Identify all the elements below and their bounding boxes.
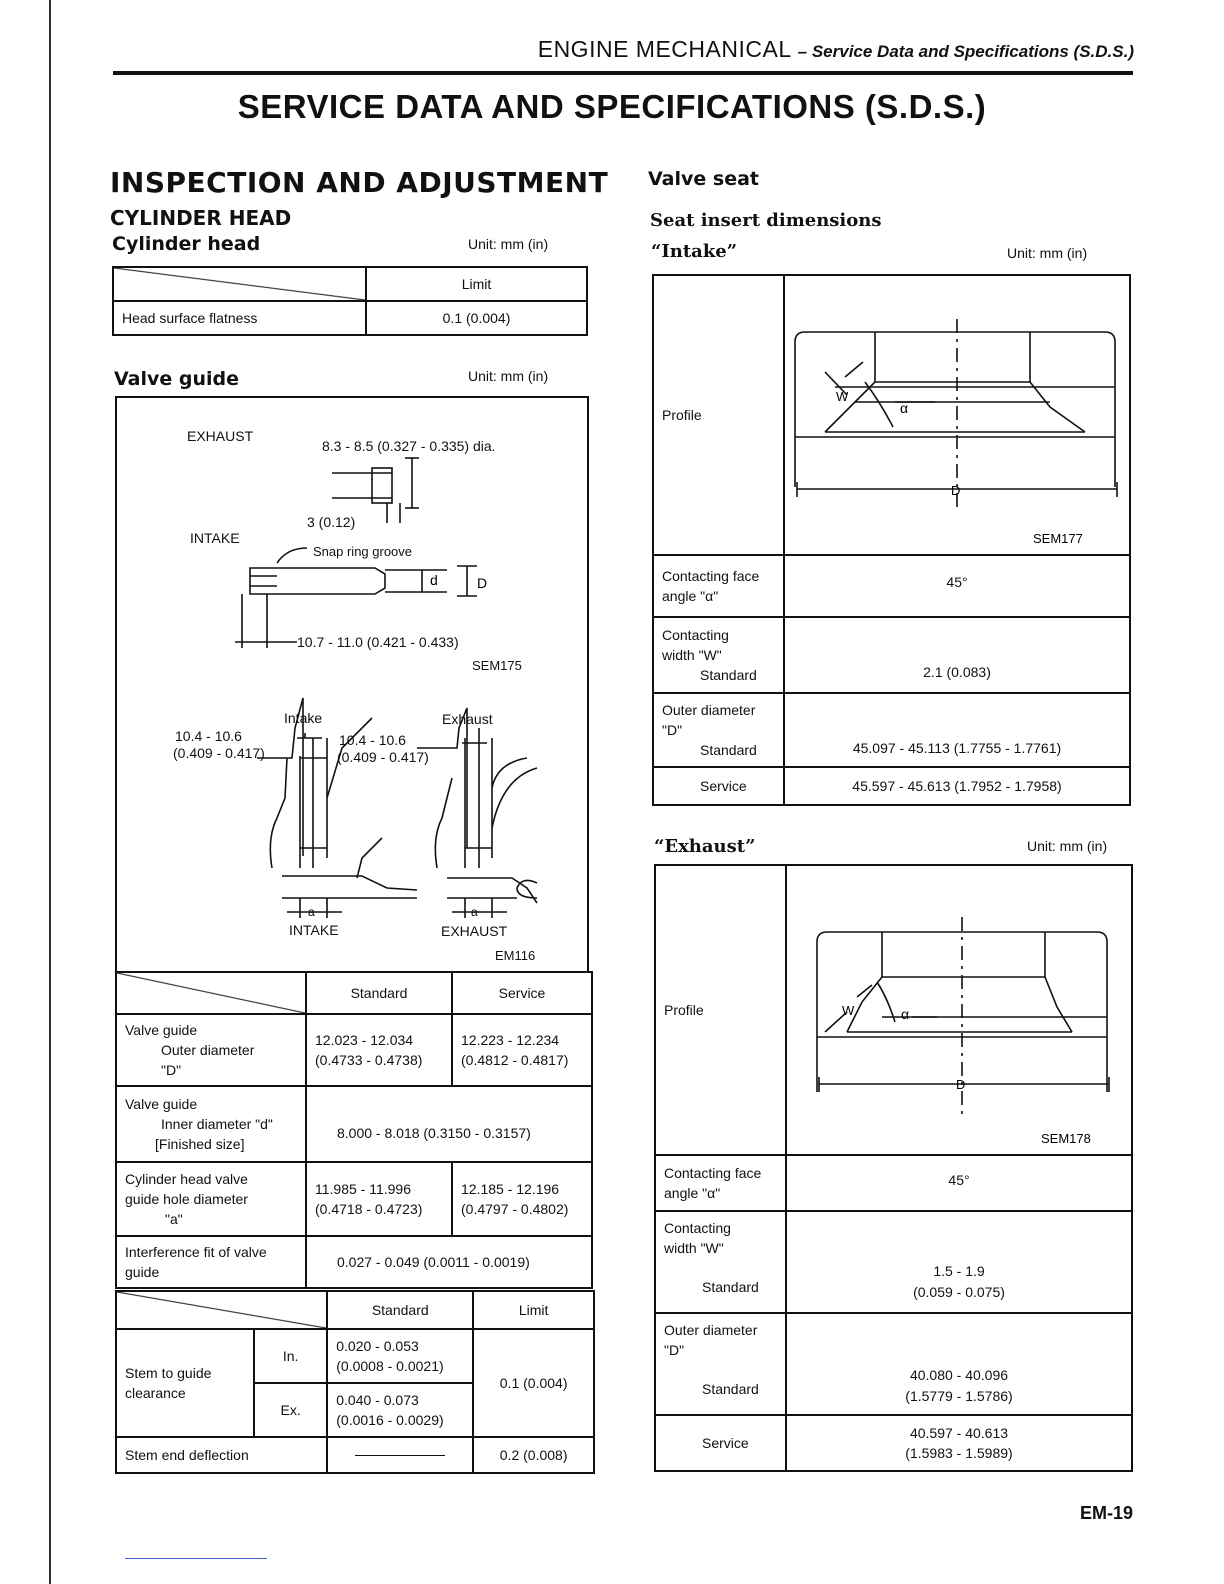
stem-deflection-label: Stem end deflection bbox=[116, 1437, 327, 1473]
value-line: 0.040 - 0.073 bbox=[336, 1391, 419, 1408]
intake-width-label bbox=[653, 617, 784, 693]
value-line: (0.4797 - 0.4802) bbox=[461, 1201, 569, 1217]
exhaust-alpha-label: α bbox=[901, 1006, 910, 1022]
stem-clearance-limit: 0.1 (0.004) bbox=[473, 1329, 594, 1437]
inspection-heading: INSPECTION AND ADJUSTMENT bbox=[110, 166, 609, 199]
exhaust-unit: Unit: mm (in) bbox=[1027, 838, 1108, 854]
intake-od-standard: 45.097 - 45.113 (1.7755 - 1.7761) bbox=[784, 693, 1130, 767]
cylinder-head-heading: CYLINDER HEAD bbox=[110, 206, 292, 230]
stem-deflection-limit: 0.2 (0.008) bbox=[473, 1437, 594, 1473]
label-line: Interference fit of valve bbox=[125, 1243, 267, 1260]
label-line: Valve guide bbox=[125, 1095, 198, 1112]
label-line: [Finished size] bbox=[155, 1136, 245, 1153]
col-standard: Standard bbox=[306, 972, 452, 1014]
value-line: 40.080 - 40.096 bbox=[909, 1367, 1009, 1384]
intake-label: In. bbox=[254, 1329, 327, 1383]
exhaust-od-service bbox=[786, 1415, 1132, 1471]
exhaust-heading: “Exhaust” bbox=[654, 836, 756, 857]
intake-od-service: 45.597 - 45.613 (1.7952 - 1.7958) bbox=[784, 767, 1130, 805]
value-line: 12.223 - 12.234 bbox=[461, 1031, 560, 1048]
exhaust-profile-label: Profile bbox=[655, 865, 786, 1155]
cylinder-head-subheading: Cylinder head bbox=[112, 233, 261, 255]
label-line: Outer diameter bbox=[161, 1041, 255, 1058]
value-line: (0.4718 - 0.4723) bbox=[315, 1201, 423, 1217]
stem-clearance-table bbox=[115, 1290, 595, 1474]
value-line: (1.5983 - 1.5989) bbox=[905, 1445, 1013, 1461]
fig-intake-label: INTAKE bbox=[190, 530, 240, 546]
value-line: (0.4812 - 0.4817) bbox=[461, 1052, 569, 1068]
col-service: Service bbox=[452, 972, 592, 1014]
exhaust-clearance bbox=[327, 1383, 473, 1437]
interference-fit-value: 0.027 - 0.049 (0.0011 - 0.0019) bbox=[306, 1236, 592, 1288]
intake-angle-label bbox=[653, 555, 784, 617]
header-subtitle: – Service Data and Specifications (S.D.S.) bbox=[797, 42, 1134, 61]
fig2-exhaust-label: Exhaust bbox=[442, 711, 493, 727]
label-line: angle "α" bbox=[662, 588, 719, 604]
label-line: Outer diameter bbox=[662, 701, 756, 718]
label-line: Standard bbox=[702, 1380, 759, 1397]
fig-d-label: d bbox=[430, 572, 438, 588]
fig2-exhaust-caption: EXHAUST bbox=[441, 923, 508, 939]
value-line: 11.985 - 11.996 bbox=[315, 1180, 412, 1197]
cylinder-head-unit: Unit: mm (in) bbox=[468, 236, 549, 252]
exhaust-label: Ex. bbox=[254, 1383, 327, 1437]
exhaust-profile-code: SEM178 bbox=[1041, 1131, 1091, 1146]
value-line: 12.185 - 12.196 bbox=[461, 1180, 560, 1197]
intake-profile-figure bbox=[784, 275, 1130, 555]
label-line: Cylinder head valve bbox=[125, 1170, 248, 1187]
exhaust-D-label: D bbox=[956, 1077, 966, 1092]
intake-w-label: W bbox=[836, 389, 849, 404]
intake-clearance bbox=[327, 1329, 473, 1383]
table-corner bbox=[116, 972, 306, 1014]
header-rule bbox=[113, 71, 1133, 75]
outer-diameter-service bbox=[452, 1014, 592, 1086]
fig2-left-dim-b: (0.409 - 0.417) bbox=[173, 745, 265, 761]
label-line: Standard bbox=[700, 742, 757, 759]
seat-insert-heading: Seat insert dimensions bbox=[650, 210, 882, 231]
valve-guide-unit: Unit: mm (in) bbox=[468, 368, 549, 384]
intake-D-label: D bbox=[951, 483, 961, 498]
outer-diameter-label bbox=[116, 1014, 306, 1086]
fig2-intake-caption: INTAKE bbox=[289, 922, 339, 938]
label-line: clearance bbox=[125, 1385, 186, 1401]
intake-angle-value: 45° bbox=[784, 555, 1130, 617]
exhaust-od-service-label: Service bbox=[655, 1415, 786, 1471]
value-line: (1.5779 - 1.5786) bbox=[905, 1387, 1013, 1404]
fig-snap-ring-label: Snap ring groove bbox=[313, 544, 413, 559]
value-line: 0.020 - 0.053 bbox=[336, 1337, 419, 1354]
fig2-left-dim-a: 10.4 - 10.6 bbox=[175, 728, 242, 744]
running-header bbox=[538, 36, 1134, 63]
cylinder-head-table bbox=[112, 266, 588, 336]
label-line: guide bbox=[125, 1264, 160, 1280]
fig-a-left: a bbox=[308, 905, 315, 919]
outer-diameter-standard bbox=[306, 1014, 452, 1086]
label-line: Stem to guide bbox=[125, 1364, 212, 1381]
fig1-code: SEM175 bbox=[472, 658, 522, 673]
exhaust-profile-drawing bbox=[787, 867, 1131, 1153]
page-number: EM-19 bbox=[1080, 1503, 1134, 1523]
hole-diameter-standard bbox=[306, 1162, 452, 1236]
label-line: Inner diameter "d" bbox=[161, 1115, 273, 1132]
exhaust-od-standard bbox=[786, 1313, 1132, 1415]
label-line: Standard bbox=[700, 667, 757, 684]
fig-groove-width-label: 3 (0.12) bbox=[307, 514, 356, 530]
label-line: Contacting bbox=[664, 1220, 731, 1236]
hole-diameter-label bbox=[116, 1162, 306, 1236]
fig2-right-dim-b: (0.409 - 0.417) bbox=[337, 749, 429, 765]
table-corner bbox=[113, 267, 366, 301]
label-line: guide hole diameter bbox=[125, 1190, 248, 1207]
intake-heading: “Intake” bbox=[651, 241, 738, 262]
value-line: 40.597 - 40.613 bbox=[909, 1424, 1009, 1441]
valve-guide-heading: Valve guide bbox=[114, 368, 240, 390]
page-title: SERVICE DATA AND SPECIFICATIONS (S.D.S.) bbox=[237, 88, 987, 125]
intake-profile-drawing bbox=[785, 277, 1129, 553]
fig-a-right: a bbox=[471, 905, 478, 919]
label-line: "D" bbox=[662, 721, 683, 738]
fig-D-label: D bbox=[477, 575, 488, 591]
intake-od-service-label: Service bbox=[653, 767, 784, 805]
value-line: 1.5 - 1.9 bbox=[933, 1263, 985, 1280]
hole-diameter-service bbox=[452, 1162, 592, 1236]
exhaust-seat-table bbox=[654, 864, 1133, 1472]
label-line: Outer diameter bbox=[664, 1322, 758, 1338]
label-line: width "W" bbox=[664, 1240, 724, 1257]
intake-profile-label: Profile bbox=[653, 275, 784, 555]
valve-guide-drawing bbox=[117, 398, 587, 971]
value-line: (0.0008 - 0.0021) bbox=[336, 1358, 444, 1374]
fig-dia-label: 8.3 - 8.5 (0.327 - 0.335) dia. bbox=[322, 438, 496, 454]
inner-diameter-value: 8.000 - 8.018 (0.3150 - 0.3157) bbox=[306, 1086, 592, 1162]
exhaust-od-label bbox=[655, 1313, 786, 1415]
label-line: Contacting face bbox=[662, 567, 760, 584]
label-line: Valve guide bbox=[125, 1021, 198, 1038]
label-line: width "W" bbox=[662, 646, 722, 663]
intake-unit: Unit: mm (in) bbox=[1007, 245, 1088, 261]
fig-exhaust-label: EXHAUST bbox=[187, 428, 254, 444]
footer-mark bbox=[125, 1558, 267, 1559]
intake-width-standard: 2.1 (0.083) bbox=[784, 617, 1130, 693]
intake-profile-code: SEM177 bbox=[1033, 531, 1083, 546]
stem-deflection-standard bbox=[327, 1437, 473, 1473]
stem-clearance-label bbox=[116, 1329, 254, 1437]
label-line: Contacting bbox=[662, 626, 729, 643]
label-line: Standard bbox=[702, 1278, 759, 1295]
value-line: (0.0016 - 0.0029) bbox=[336, 1412, 444, 1428]
valve-guide-table bbox=[115, 971, 593, 1289]
label-line: "D" bbox=[161, 1062, 182, 1079]
intake-seat-table bbox=[652, 274, 1131, 806]
intake-od-label bbox=[653, 693, 784, 767]
exhaust-angle-label bbox=[655, 1155, 786, 1211]
head-flatness-label: Head surface flatness bbox=[113, 301, 366, 335]
exhaust-width-label bbox=[655, 1211, 786, 1313]
label-line: "a" bbox=[165, 1211, 183, 1228]
table-corner bbox=[116, 1291, 327, 1329]
value-line: (0.059 - 0.075) bbox=[913, 1283, 1005, 1300]
exhaust-width-standard bbox=[786, 1211, 1132, 1313]
fig2-intake-label: Intake bbox=[284, 710, 323, 726]
label-line: angle "α" bbox=[664, 1185, 721, 1201]
fig2-code: EM116 bbox=[495, 948, 536, 963]
valve-guide-figure bbox=[115, 396, 589, 973]
fig-length-label: 10.7 - 11.0 (0.421 - 0.433) bbox=[297, 634, 459, 650]
col-standard: Standard bbox=[327, 1291, 473, 1329]
value-line: (0.4733 - 0.4738) bbox=[315, 1052, 423, 1068]
exhaust-angle-value: 45° bbox=[786, 1155, 1132, 1211]
interference-fit-label bbox=[116, 1236, 306, 1288]
head-flatness-value: 0.1 (0.004) bbox=[366, 301, 587, 335]
col-limit: Limit bbox=[366, 267, 587, 301]
exhaust-w-label: W bbox=[842, 1003, 855, 1018]
label-line: Contacting face bbox=[664, 1164, 762, 1181]
exhaust-profile-figure bbox=[786, 865, 1132, 1155]
binding-line bbox=[49, 0, 51, 1584]
label-line: "D" bbox=[664, 1342, 685, 1359]
header-section: ENGINE MECHANICAL bbox=[537, 36, 791, 62]
intake-alpha-label: α bbox=[900, 400, 909, 416]
col-limit: Limit bbox=[473, 1291, 594, 1329]
fig2-right-dim-a: 10.4 - 10.6 bbox=[339, 732, 406, 748]
inner-diameter-label bbox=[116, 1086, 306, 1162]
value-line: 12.023 - 12.034 bbox=[315, 1031, 414, 1048]
valve-seat-heading: Valve seat bbox=[648, 168, 759, 190]
